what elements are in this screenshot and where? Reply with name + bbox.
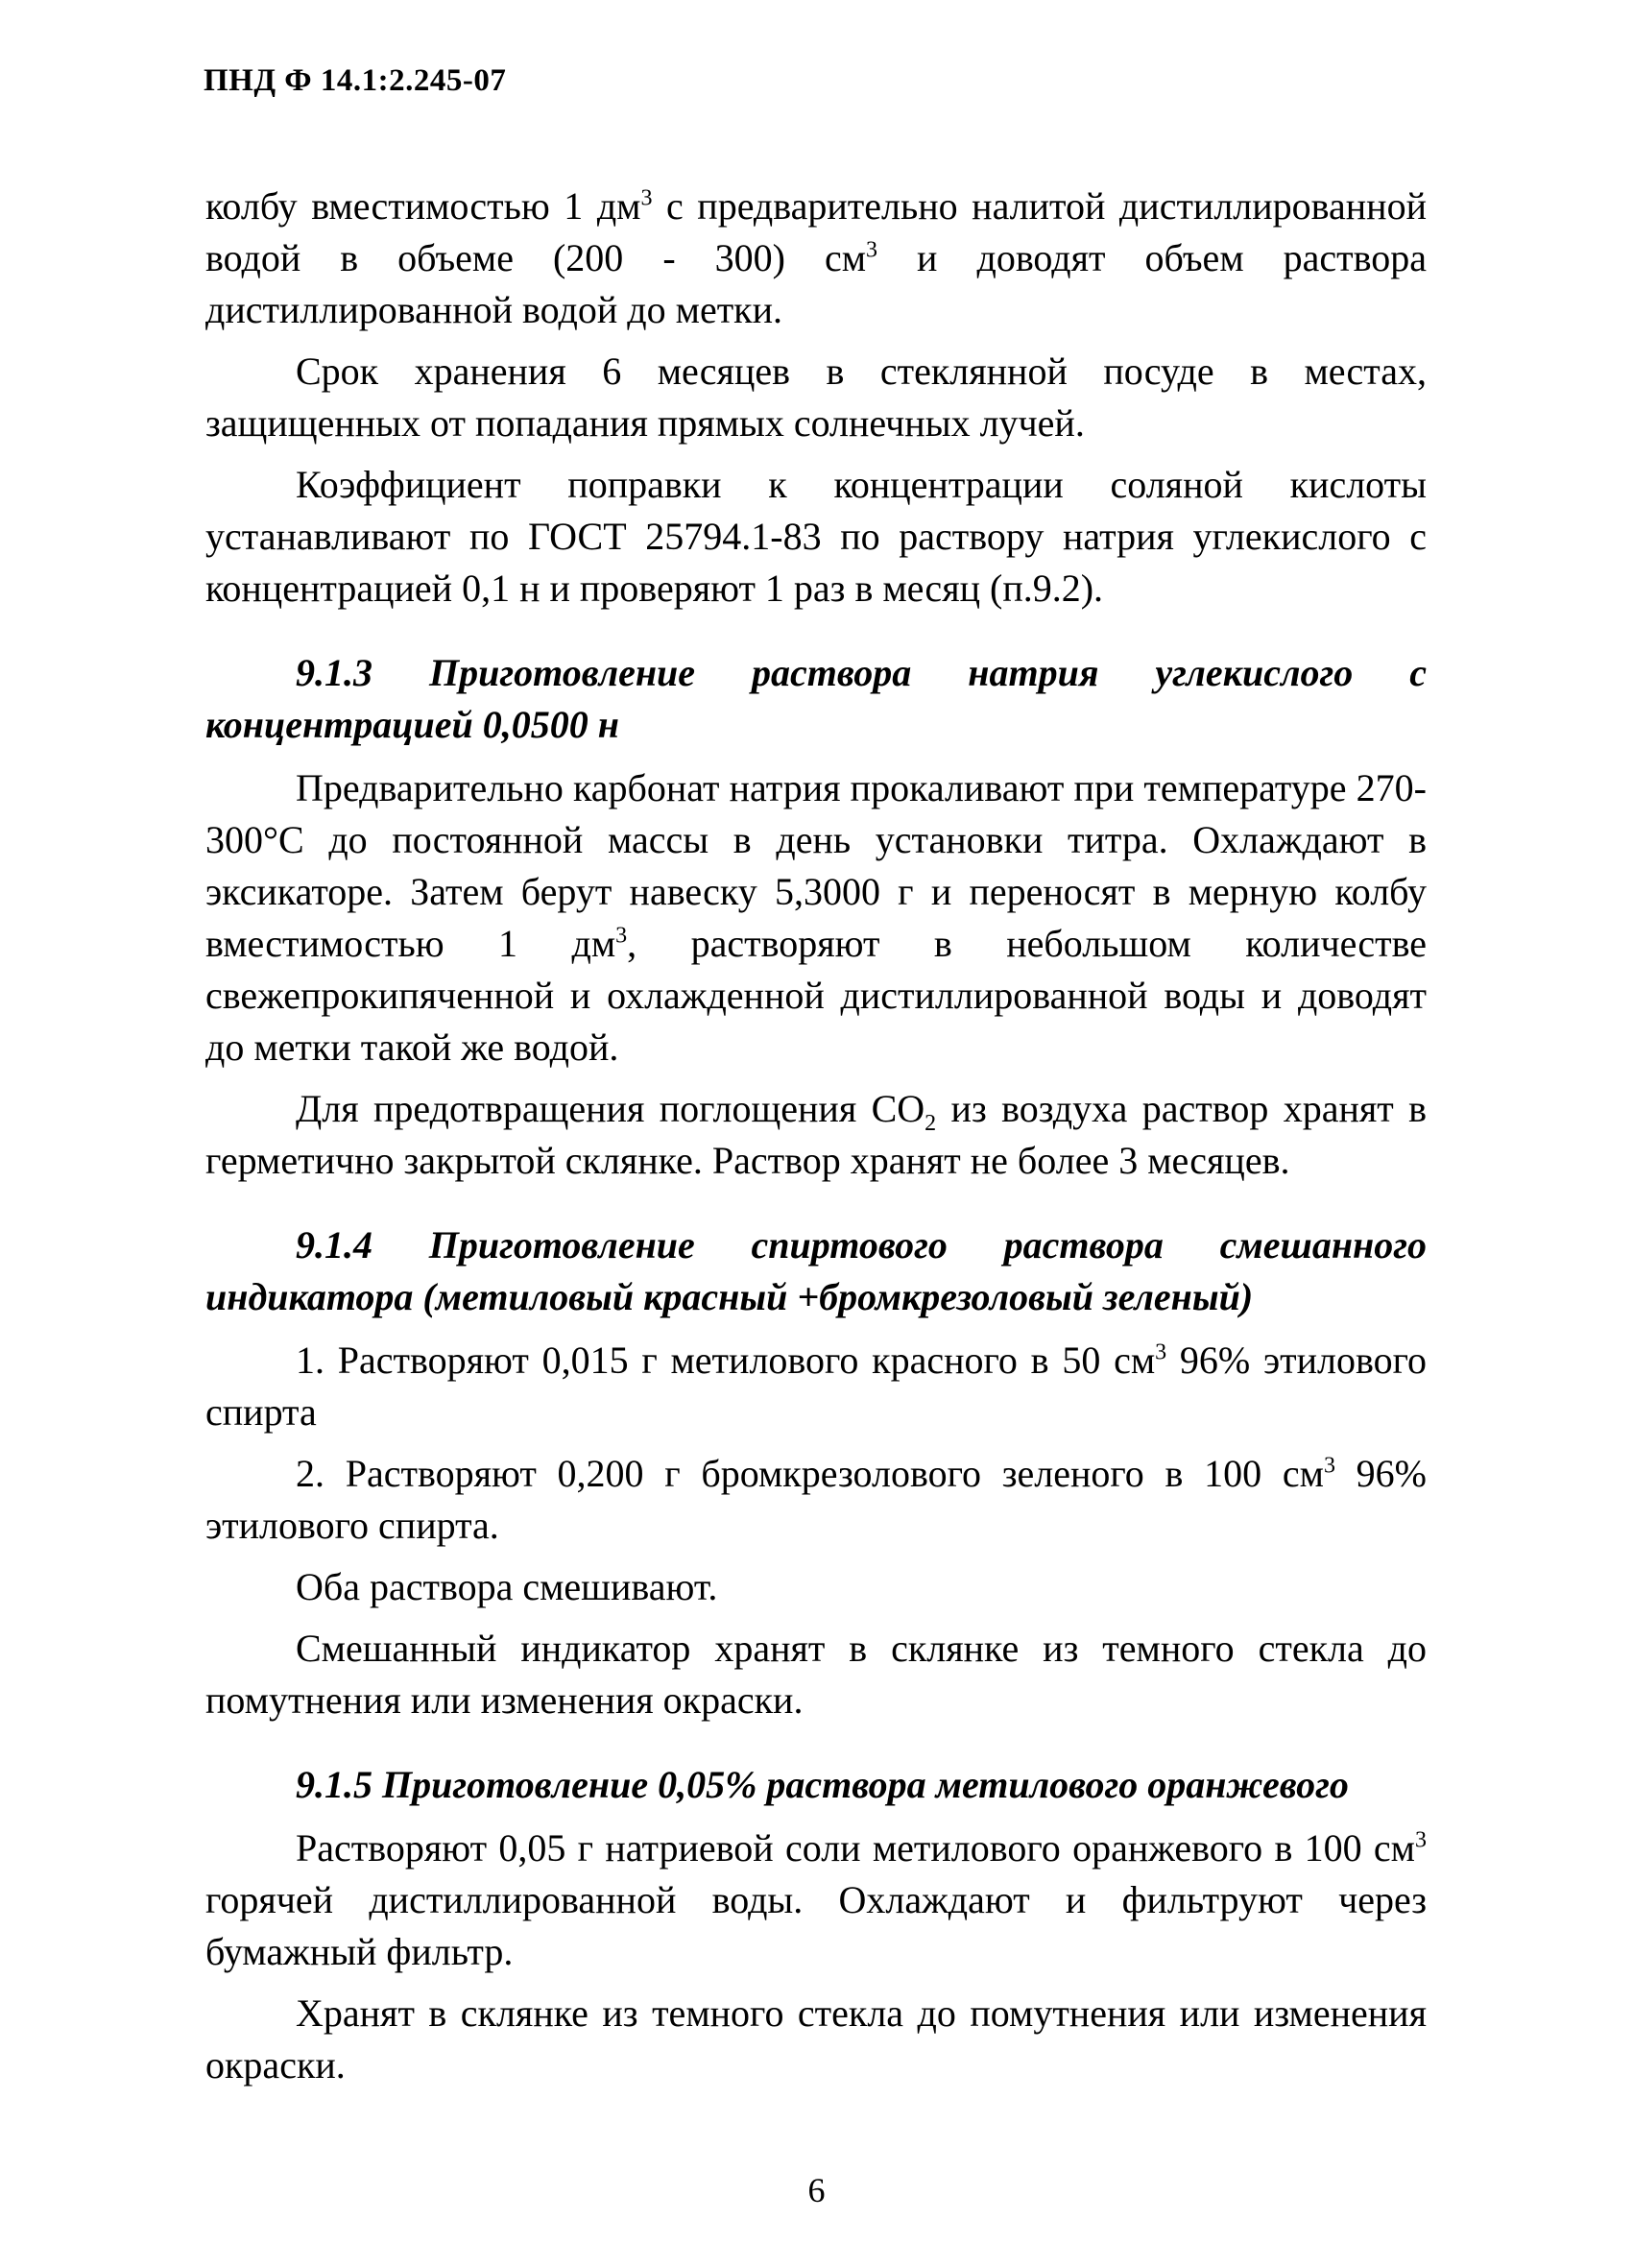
page-number: 6 (807, 2171, 826, 2209)
paragraph-storage-term: Срок хранения 6 месяцев в стеклянной посуде в местах, защищенных от попадания прямых солнечных лучей. (205, 350, 1427, 445)
section-heading-9-1-3: 9.1.3 Приготовление раствора натрия углекислого с концентрацией 0,0500 н (205, 651, 1427, 746)
paragraph-indicator-storage: Смешанный индикатор хранят в склянке из темного стекла до помутнения или изменения окраски. (205, 1627, 1427, 1722)
page-body (205, 181, 1427, 2101)
paragraph-mix-solutions: Оба раствора смешивают. (296, 1565, 718, 1608)
document-code-header: ПНД Ф 14.1:2.245-07 (204, 63, 507, 98)
paragraph-methyl-orange-prep: Растворяют 0,05 г натриевой соли метилового оранжевого в 100 $см^3$ горячей дистиллированной воды. Охлаждают и фильтруют через бумажный фильтр. (205, 1826, 1427, 1973)
paragraph-sodium-carbonate-prep: Предварительно карбонат натрия прокаливают при температуре 270-300°С до постоянной массы в день установки титра. Охлаждают в эксикаторе. Затем берут навеску 5,3000 г и переносят в мерную колбу вместимостью 1 $дм^3$, растворяют в небольшом количестве свежепрокипяченной и охлажденной дистиллированной воды и доводят до метки такой же водой. (205, 766, 1427, 1069)
paragraph-co2-protection: Для предотвращения поглощения $СО_2$ из воздуха раствор хранят в герметично закрытой склянке. Раствор хранят не более 3 месяцев. (205, 1087, 1428, 1182)
list-item-methyl-red: 1. Растворяют 0,015 г метилового красного в 50 $см^3$ 96% этилового спирта (205, 1339, 1427, 1434)
section-heading-9-1-5: 9.1.5 Приготовление 0,05% раствора метилового оранжевого (296, 1763, 1349, 1806)
paragraph-methyl-orange-storage: Хранят в склянке из темного стекла до помутнения или изменения окраски. (205, 1991, 1427, 2087)
paragraph-flask-volume: колбу вместимостью 1 $дм^3$ с предварительно налитой дистиллированной водой в объеме (200 - 300) $см^3$ и доводят объем раствора дистиллированной водой до метки. (205, 184, 1427, 331)
section-heading-9-1-4: 9.1.4 Приготовление спиртового раствора смешанного индикатора (метиловый красный +бромкрезоловый зеленый) (205, 1223, 1427, 1318)
paragraph-correction-factor: Коэффициент поправки к концентрации соляной кислоты устанавливают по ГОСТ 25794.1-83 по раствору натрия углекислого с концентрацией 0,1 н и проверяют 1 раз в месяц (п.9.2). (205, 463, 1427, 610)
list-item-bromocresol-green: 2. Растворяют 0,200 г бромкрезолового зеленого в 100 $см^3$ 96% этилового спирта. (205, 1452, 1427, 1547)
